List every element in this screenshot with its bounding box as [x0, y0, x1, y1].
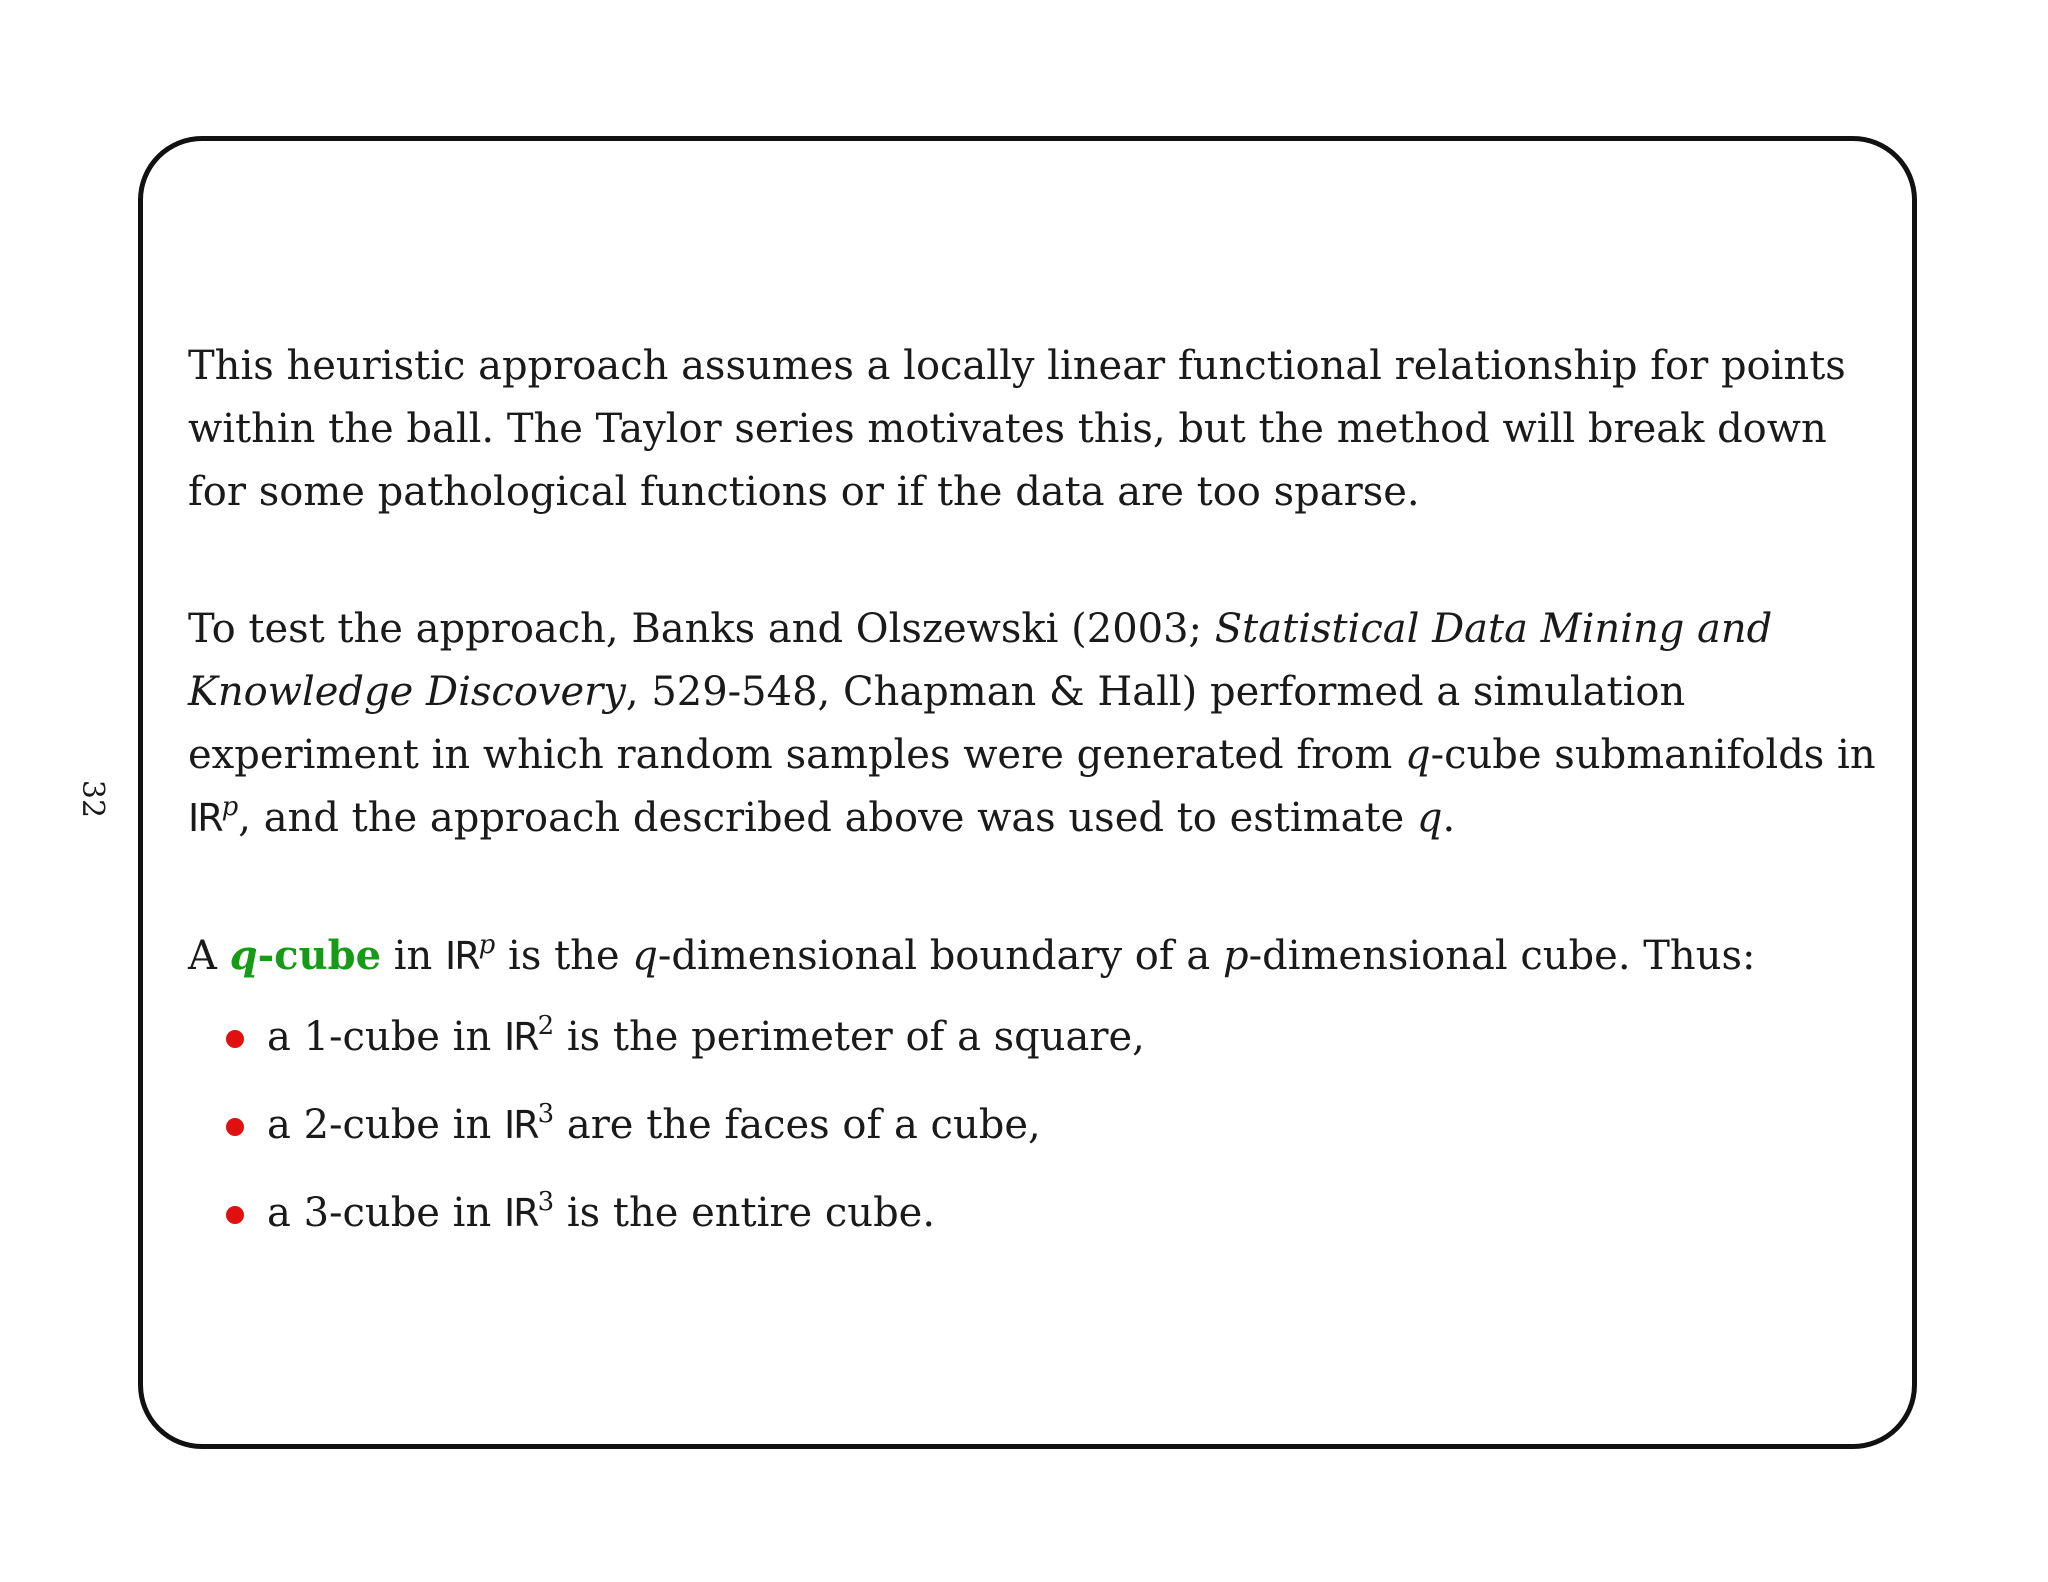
text-segment: .	[1442, 795, 1456, 841]
list-item	[188, 1006, 1878, 1069]
real-set-symbol: IR	[503, 1103, 538, 1147]
page-number: 32	[75, 779, 110, 819]
math-q: q	[229, 932, 258, 979]
real-set-symbol: IR	[503, 1191, 538, 1235]
superscript: 2	[537, 1011, 555, 1041]
text-segment: is the	[495, 933, 633, 979]
text-segment: is the entire cube.	[554, 1190, 936, 1236]
real-set-symbol: IR	[188, 796, 222, 840]
text-segment: in	[381, 933, 446, 979]
bullet-list	[188, 1006, 1878, 1245]
math-q: q	[1405, 732, 1431, 778]
math-q: q	[1416, 795, 1443, 841]
text-segment: a 2-cube in	[267, 1102, 504, 1148]
slide-content	[188, 335, 1878, 1245]
citation-title: Statistical Data Mining and Knowledge Discovery	[188, 606, 1773, 715]
text-segment: are the faces of a cube,	[554, 1102, 1041, 1148]
math-p: p	[1222, 933, 1249, 979]
q-cube-term	[230, 932, 381, 979]
real-set-symbol: IR	[503, 1015, 538, 1059]
list-item	[188, 1182, 1878, 1245]
math-q: q	[632, 933, 658, 979]
bullet-dot-icon	[226, 1206, 244, 1224]
real-set-symbol: IR	[445, 934, 479, 978]
term-label: -cube	[257, 932, 382, 979]
text-segment: is the perimeter of a square,	[554, 1014, 1145, 1060]
math-p-superscript: p	[221, 792, 239, 822]
text-segment: , and the approach described above was used to estimate	[238, 795, 1417, 841]
text-segment: , 529-548, Chapman & Hall) performed a simulation experiment in which random samples were generated from	[188, 669, 1686, 778]
bullet-dot-icon	[226, 1030, 244, 1048]
list-item	[188, 1094, 1878, 1157]
text-segment: a 3-cube in	[267, 1190, 504, 1236]
text-segment: -dimensional boundary of a	[657, 933, 1223, 979]
math-p-superscript: p	[478, 930, 496, 960]
superscript: 3	[537, 1099, 555, 1129]
text-segment: A	[188, 933, 230, 979]
superscript: 3	[537, 1187, 555, 1217]
text-segment: -cube submanifolds in	[1430, 732, 1876, 778]
paragraph-simulation	[188, 598, 1878, 850]
text-segment: -dimensional cube. Thus:	[1248, 933, 1756, 979]
paragraph-heuristic: This heuristic approach assumes a locally linear functional relationship for points within the ball. The Taylor series motivates this, but the method will break down for some pathological functions or if the data are too sparse.	[188, 343, 1846, 515]
text-segment: a 1-cube in	[267, 1014, 504, 1060]
bullet-dot-icon	[226, 1118, 244, 1136]
text-segment: To test the approach, Banks and Olszewski (2003;	[188, 606, 1215, 652]
paragraph-definition	[188, 924, 1878, 988]
